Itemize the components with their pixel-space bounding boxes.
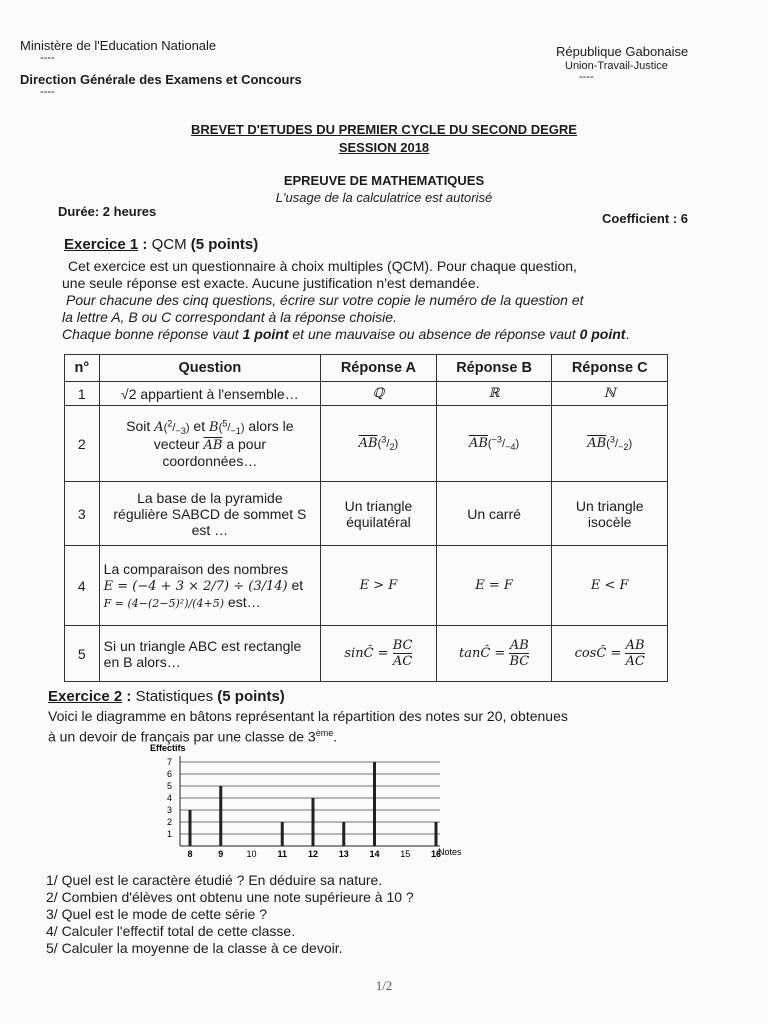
intro-line: Voici le diagramme en bâtons représentant la répartition des notes sur 20, obtenues [48,708,568,724]
answer-a [321,482,437,546]
question-text: est… [227,594,261,610]
x-tick-label: 16 [430,849,442,859]
instruction-line: la lettre A, B ou C correspondant à la réponse choisie. [62,309,397,325]
bar [342,822,345,846]
question-cell [99,626,320,682]
fraction-denominator: BC [509,654,530,669]
exercise1-title [64,236,258,253]
chart-bars [189,762,438,846]
motto-dashes: ---- [579,71,594,83]
instruction-bold: 0 point [579,326,626,342]
answer-a [321,626,437,682]
ministry-name: Ministère de l'Education Nationale [20,38,217,53]
coord-y: −3 [175,426,186,437]
bar [373,762,376,846]
answer-b: E = F [436,546,552,626]
coord-x: 3 [381,434,387,445]
subject-title: EPREUVE DE MATHEMATIQUES [283,173,485,188]
exercise1-colon: : [138,236,152,253]
chart-grid [180,756,440,846]
qcm-table [64,354,668,682]
question-cell [99,482,320,546]
question-cell: Soit $A(^2/_{-3})$ et $B(^5/_{-1})$ alors le vecteur $\overline{AB}$ a pour coordonnées… [99,406,320,482]
y-axis-label: Effectifs [150,743,186,753]
question-item: 1/ Quel est le caractère étudié ? En déduire sa nature. [46,872,383,888]
coord-y: −4 [505,442,516,453]
question-item: 3/ Quel est le mode de cette série ? [46,906,268,922]
header-cell: Réponse B [436,355,552,382]
x-tick-label: 12 [307,849,319,859]
header-cell: n° [65,355,100,382]
question-item: 4/ Calculer l'effectif total de cette classe. [46,923,296,939]
question-text: Soit [126,417,151,434]
coord-y: −1 [230,426,241,437]
question-item: 5/ Calculer la moyenne de la classe à ce devoir. [46,940,343,956]
answer-b [436,626,552,682]
table-row [65,382,668,406]
exercise2-colon: : [122,688,136,705]
question-text: Si un triangle ABC est rectangle [103,637,302,654]
y-tick-label: 6 [166,769,172,779]
answer-b: Un carré [436,482,552,546]
fraction-numerator: AB [625,638,645,653]
point-label: B [209,419,219,435]
x-tick-label: 14 [369,849,380,859]
exercise2-topic: Statistiques [135,688,214,705]
question-text: alors le [248,417,294,434]
exam-title: BREVET D'ETUDES DU PREMIER CYCLE DU SECOND DEGRE [191,122,577,137]
chart-yticks [167,757,172,839]
fraction-denominator: AC [392,654,413,669]
row-number: 2 [65,406,100,482]
vector-label: $\overline{AB}$ [468,436,488,452]
page-number: 1/2 [375,978,393,993]
table-header-row [65,355,668,382]
answer-c: E < F [552,546,668,626]
question-text: coordonnées… [162,453,258,470]
answer-a: E > F [321,546,437,626]
question-text: est … [191,521,229,538]
question-text: régulière SABCD de sommet S [113,505,307,522]
trig-function: cosĈ = [574,646,622,661]
y-tick-label: 5 [166,781,172,791]
intro-end: . [333,728,338,745]
bar [312,798,315,846]
bar-chart [140,742,500,862]
bar [281,822,284,846]
row-number: 3 [65,482,100,546]
coefficient-label: Coefficient : 6 [602,211,688,226]
question-text: et [291,577,304,593]
superscript: ème [315,728,334,738]
coord-y: 2 [389,442,395,453]
instruction-line: une seule réponse est exacte. Aucune justification n'est demandée. [62,275,480,291]
table-row [65,546,668,626]
answer-b: $\overline{AB}(^{-3}/_{-4})$ [436,406,552,482]
coord-y: −2 [618,442,629,453]
motto-label [565,60,668,82]
intro-line: à un devoir de français par une classe de 3 [48,728,316,745]
fraction-numerator: AB [509,638,529,653]
duration-label: Durée: 2 heures [58,204,157,219]
question-item: 2/ Combien d'élèves ont obtenu une note supérieure à 10 ? [46,889,414,905]
question-text: La comparaison des nombres [103,561,289,577]
row-number: 4 [65,546,100,626]
direction-label [20,72,302,97]
y-tick-label: 1 [166,829,172,839]
answer-c: $\overline{AB}(^3/_{-2})$ [552,406,668,482]
ministry-dashes: ---- [40,52,55,64]
instruction-line: Cet exercice est un questionnaire à choix multiples (QCM). Pour chaque question, [68,258,577,274]
x-tick-label: 13 [338,849,349,859]
question-text: et [193,417,206,434]
vector-label: $\overline{AB}$ [358,436,378,452]
fraction-numerator: BC [392,638,413,653]
fraction-denominator: AC [625,654,645,669]
ministry-label [20,38,216,63]
x-tick-label: 15 [400,849,411,859]
question-text: La base de la pyramide [137,489,283,506]
x-tick-label: 8 [187,849,193,859]
session-title: SESSION 2018 [338,140,430,155]
calculator-note: L'usage de la calculatrice est autorisé [275,190,493,205]
y-tick-label: 7 [166,757,172,767]
table-row [65,482,668,546]
exercise1-topic: QCM [151,236,187,253]
vector-label: $\overline{AB}$ [587,436,607,452]
answer-text: Un triangle [344,497,413,514]
point-label: A [154,419,164,435]
answer-c [552,482,668,546]
instruction-line: Pour chacune des cinq questions, écrire sur votre copie le numéro de la question et [66,292,584,308]
table-row [65,626,668,682]
coord-x: 2 [167,418,173,429]
question-text: en B alors… [103,653,181,670]
header-cell: Question [99,355,320,382]
instruction-line: Chaque bonne réponse vaut [62,326,239,342]
coord-x: 3 [609,434,615,445]
x-tick-label: 11 [277,849,288,859]
chart-xticks [187,849,441,859]
header-cell: Réponse C [552,355,668,382]
exercise2-title [48,688,285,705]
table-row [65,406,668,482]
exercise1-name: Exercice 1 [64,236,139,253]
coord-x: 5 [222,418,228,429]
y-tick-label: 4 [166,793,172,803]
answer-c: ℕ [552,382,668,406]
trig-function: tanĈ = [458,646,506,661]
x-tick-label: 9 [218,849,224,859]
exercise2-intro [48,708,708,746]
row-number: 5 [65,626,100,682]
trig-function: sinĈ = [344,646,389,661]
expression-e: E = (−4 + 3 × 2/7) ÷ (3/14) [103,579,288,594]
y-tick-label: 3 [166,805,172,815]
x-tick-label: 10 [246,849,257,859]
question-list [46,872,414,957]
bar [435,822,438,846]
vector-label: $\overline{AB}$ [203,438,223,454]
answer-a: $\overline{AB}(^3/_2)$ [321,406,437,482]
exercise1-instructions: Cet exercice est un questionnaire à choix multiples (QCM). Pour chaque question, une seule réponse est exacte. Aucune justification n'est demandée. Pour chacune des cinq questions, écrire sur votre copie le numéro de la question et la lettre A, B ou C correspondant à la réponse choisie. Chaque bonne réponse vaut 1 point et une mauvaise ou absence de réponse vaut 0 point. [62,258,722,343]
bar [189,810,192,846]
direction-dashes: ---- [40,86,55,98]
answer-text: Un triangle [575,497,644,514]
motto-text: Union-Travail-Justice [565,60,668,72]
question-text: vecteur [153,436,200,453]
question-cell: √2 appartient à l'ensemble… [99,382,320,406]
exercise2-name: Exercice 2 [48,688,123,705]
instruction-bold: 1 point [242,326,289,342]
exercise2-points: (5 points) [217,688,285,705]
republic-label: République Gabonaise [556,44,689,59]
header-cell: Réponse A [321,355,437,382]
instruction-line: et une mauvaise ou absence de réponse vaut [292,326,576,342]
question-cell [99,546,320,626]
question-text: a pour [226,436,267,453]
row-number: 1 [65,382,100,406]
expression-f: F = (4−(2−5)²)/(4+5) [103,597,225,610]
coord-x: −3 [491,434,503,445]
answer-text: isocèle [587,513,632,530]
direction-name: Direction Générale des Examens et Concours [20,72,302,87]
exercise1-points: (5 points) [190,236,259,253]
answer-text: équilatéral [346,513,411,530]
y-tick-label: 2 [166,817,172,827]
x-axis-label: Notes [438,847,462,857]
answer-a: ℚ [321,382,437,406]
answer-b: ℝ [436,382,552,406]
answer-c [552,626,668,682]
bar [219,786,222,846]
